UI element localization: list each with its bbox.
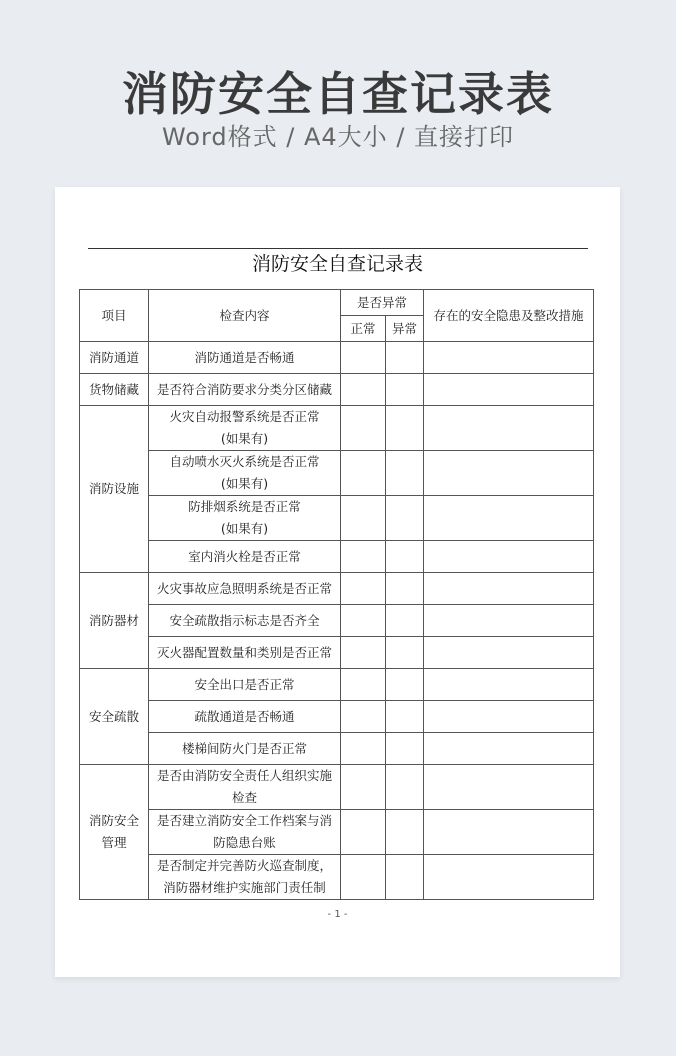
check-content-cell: 消防通道是否畅通 xyxy=(149,342,341,374)
title-rule xyxy=(88,248,588,249)
table-row xyxy=(80,701,594,733)
normal-cell[interactable] xyxy=(341,733,386,765)
header-hazards: 存在的安全隐患及整改措施 xyxy=(424,290,594,342)
normal-cell[interactable] xyxy=(341,810,386,855)
hazard-notes-cell[interactable] xyxy=(424,855,594,900)
table-row xyxy=(80,669,594,701)
header-content: 检查内容 xyxy=(149,290,341,342)
normal-cell[interactable] xyxy=(341,669,386,701)
table-row xyxy=(80,374,594,406)
check-content-cell: 火灾自动报警系统是否正常 (如果有) xyxy=(149,406,341,451)
abnormal-cell[interactable] xyxy=(386,374,424,406)
normal-cell[interactable] xyxy=(341,573,386,605)
normal-cell[interactable] xyxy=(341,342,386,374)
table-row xyxy=(80,765,594,810)
normal-cell[interactable] xyxy=(341,406,386,451)
normal-cell[interactable] xyxy=(341,765,386,810)
check-content-cell: 是否制定并完善防火巡查制度， 消防器材维护实施部门责任制 xyxy=(149,855,341,900)
check-content-cell: 楼梯间防火门是否正常 xyxy=(149,733,341,765)
document-page xyxy=(55,187,620,977)
hazard-notes-cell[interactable] xyxy=(424,765,594,810)
abnormal-cell[interactable] xyxy=(386,496,424,541)
abnormal-cell[interactable] xyxy=(386,342,424,374)
check-content-cell: 自动喷水灭火系统是否正常 (如果有) xyxy=(149,451,341,496)
inspection-table xyxy=(79,289,594,900)
abnormal-cell[interactable] xyxy=(386,451,424,496)
table-row xyxy=(80,573,594,605)
normal-cell[interactable] xyxy=(341,541,386,573)
category-cell: 消防安全 管理 xyxy=(80,765,149,900)
normal-cell[interactable] xyxy=(341,637,386,669)
check-content-cell: 是否符合消防要求分类分区储藏 xyxy=(149,374,341,406)
hazard-notes-cell[interactable] xyxy=(424,701,594,733)
abnormal-cell[interactable] xyxy=(386,541,424,573)
hazard-notes-cell[interactable] xyxy=(424,342,594,374)
normal-cell[interactable] xyxy=(341,496,386,541)
table-row xyxy=(80,855,594,900)
header-normal: 正常 xyxy=(341,316,386,342)
hazard-notes-cell[interactable] xyxy=(424,541,594,573)
abnormal-cell[interactable] xyxy=(386,637,424,669)
abnormal-cell[interactable] xyxy=(386,733,424,765)
page-number: - 1 - xyxy=(327,909,348,920)
abnormal-cell[interactable] xyxy=(386,765,424,810)
category-cell: 货物储藏 xyxy=(80,374,149,406)
normal-cell[interactable] xyxy=(341,451,386,496)
hazard-notes-cell[interactable] xyxy=(424,810,594,855)
table-row xyxy=(80,342,594,374)
table-row xyxy=(80,406,594,451)
hazard-notes-cell[interactable] xyxy=(424,573,594,605)
table-row xyxy=(80,810,594,855)
document-title: 消防安全自查记录表 xyxy=(251,253,423,275)
check-content-cell: 室内消火栓是否正常 xyxy=(149,541,341,573)
header-item: 项目 xyxy=(80,290,149,342)
check-content-cell: 安全疏散指示标志是否齐全 xyxy=(149,605,341,637)
hazard-notes-cell[interactable] xyxy=(424,733,594,765)
abnormal-cell[interactable] xyxy=(386,810,424,855)
category-cell: 安全疏散 xyxy=(80,669,149,765)
header-abnormal: 异常 xyxy=(386,316,424,342)
hazard-notes-cell[interactable] xyxy=(424,605,594,637)
abnormal-cell[interactable] xyxy=(386,406,424,451)
hazard-notes-cell[interactable] xyxy=(424,374,594,406)
abnormal-cell[interactable] xyxy=(386,573,424,605)
hazard-notes-cell[interactable] xyxy=(424,406,594,451)
abnormal-cell[interactable] xyxy=(386,701,424,733)
check-content-cell: 安全出口是否正常 xyxy=(149,669,341,701)
hazard-notes-cell[interactable] xyxy=(424,669,594,701)
normal-cell[interactable] xyxy=(341,701,386,733)
table-body xyxy=(80,342,594,900)
normal-cell[interactable] xyxy=(341,374,386,406)
table-row xyxy=(80,733,594,765)
banner-title: 消防安全自查记录表 xyxy=(122,67,554,121)
check-content-cell: 防排烟系统是否正常 (如果有) xyxy=(149,496,341,541)
check-content-cell: 疏散通道是否畅通 xyxy=(149,701,341,733)
abnormal-cell[interactable] xyxy=(386,855,424,900)
header-abnormal-group: 是否异常 xyxy=(341,290,424,316)
hazard-notes-cell[interactable] xyxy=(424,637,594,669)
table-row xyxy=(80,605,594,637)
category-cell: 消防通道 xyxy=(80,342,149,374)
hazard-notes-cell[interactable] xyxy=(424,451,594,496)
table-row xyxy=(80,451,594,496)
normal-cell[interactable] xyxy=(341,605,386,637)
hazard-notes-cell[interactable] xyxy=(424,496,594,541)
check-content-cell: 火灾事故应急照明系统是否正常 xyxy=(149,573,341,605)
banner-subtitle: Word格式 / A4大小 / 直接打印 xyxy=(161,123,515,151)
normal-cell[interactable] xyxy=(341,855,386,900)
table-row xyxy=(80,637,594,669)
abnormal-cell[interactable] xyxy=(386,669,424,701)
category-cell: 消防设施 xyxy=(80,406,149,573)
table-row xyxy=(80,541,594,573)
check-content-cell: 灭火器配置数量和类别是否正常 xyxy=(149,637,341,669)
check-content-cell: 是否由消防安全责任人组织实施 检查 xyxy=(149,765,341,810)
table-row xyxy=(80,496,594,541)
category-cell: 消防器材 xyxy=(80,573,149,669)
abnormal-cell[interactable] xyxy=(386,605,424,637)
check-content-cell: 是否建立消防安全工作档案与消 防隐患台账 xyxy=(149,810,341,855)
